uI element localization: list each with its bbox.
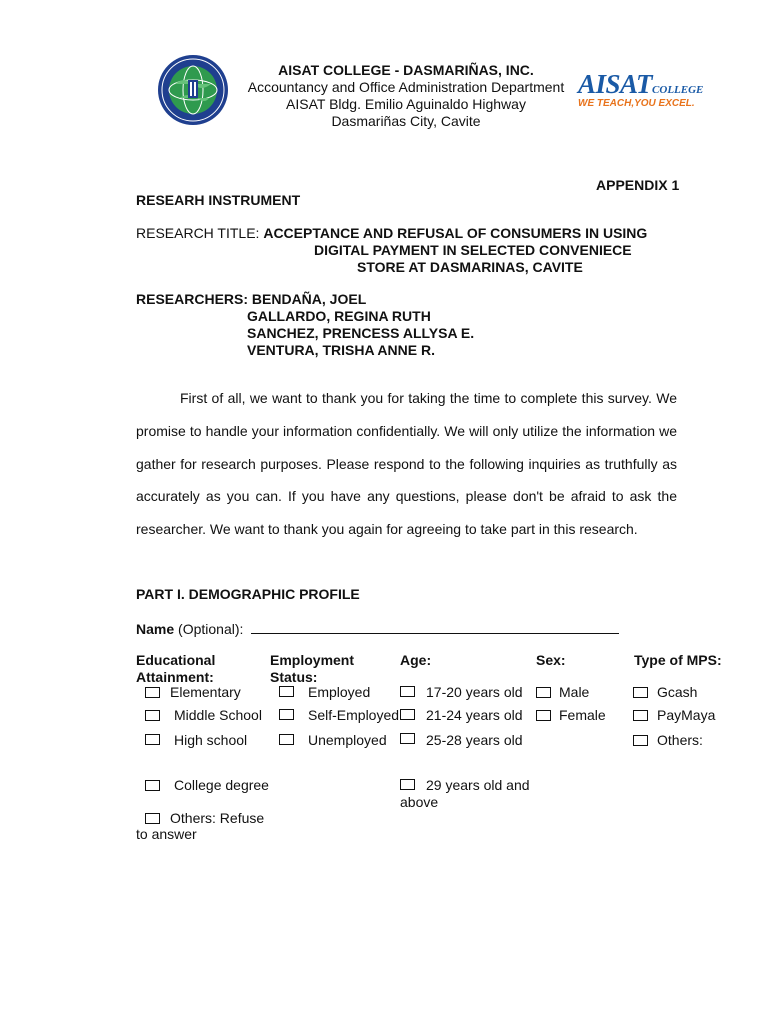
age-option-label: 29 years old and: [426, 777, 530, 793]
education-heading-line-2: Attainment:: [136, 669, 214, 685]
age-heading: Age:: [400, 652, 432, 668]
mps-option-label: Others:: [657, 732, 703, 748]
education-option-label: Others: Refuse: [170, 810, 265, 826]
sex-male-checkbox[interactable]: [536, 687, 551, 698]
age-option-label: 17-20 years old: [426, 684, 523, 700]
department-name: Accountancy and Office Administration Department: [247, 79, 565, 95]
intro-paragraph-text: First of all, we want to thank you for taking the time to complete this survey. We promise to handle your information confidentially. We will only utilize the information we gather for research purposes. Please respond to the following inquiries as truthfully as accurately as you can. If you have any questions, please don't be afraid to ask the researcher. We want to thank you again for agreeing to take part in this research.: [136, 390, 677, 538]
age-25-28-checkbox[interactable]: [400, 733, 415, 744]
research-title-label: RESEARCH TITLE:: [136, 225, 264, 241]
name-optional-hint: (Optional):: [174, 621, 248, 637]
sex-option-label: Male: [559, 684, 590, 700]
education-option-label: High school: [174, 732, 248, 748]
aisat-college-logo: [578, 69, 704, 114]
school-seal-icon: [157, 54, 229, 126]
employment-heading-line-1: Employment: [270, 652, 355, 668]
name-field-row: [136, 619, 619, 638]
sex-heading: Sex:: [536, 652, 566, 668]
employment-heading-line-2: Status:: [270, 669, 318, 685]
researcher-name: GALLARDO, REGINA RUTH: [247, 308, 431, 324]
age-option-label: 25-28 years old: [426, 732, 523, 748]
employment-option-label: Self-Employed: [308, 707, 400, 723]
education-heading: [136, 652, 215, 686]
employment-option-label: Unemployed: [308, 732, 387, 748]
sex-female-checkbox[interactable]: [536, 710, 551, 721]
employment-unemployed-checkbox[interactable]: [279, 734, 294, 745]
mps-gcash-checkbox[interactable]: [633, 687, 648, 698]
mps-paymaya-checkbox[interactable]: [633, 710, 648, 721]
education-option-label: Middle School: [174, 707, 262, 723]
logo-brand-suffix: COLLEGE: [652, 84, 704, 96]
employment-option-label: Employed: [308, 684, 371, 700]
mps-heading: Type of MPS:: [634, 652, 722, 668]
education-college-degree-checkbox[interactable]: [145, 780, 160, 791]
name-label: Name: [136, 621, 175, 637]
name-input-line[interactable]: [251, 619, 619, 634]
part-1-heading: PART I. DEMOGRAPHIC PROFILE: [136, 586, 360, 602]
research-title-line-3: STORE AT DASMARINAS, CAVITE: [357, 259, 583, 275]
education-heading-line-1: Educational: [136, 652, 216, 668]
mps-others-checkbox[interactable]: [633, 735, 648, 746]
college-header: [240, 62, 572, 130]
sex-option-label: Female: [559, 707, 606, 723]
employment-employed-checkbox[interactable]: [279, 686, 294, 697]
age-21-24-checkbox[interactable]: [400, 709, 415, 720]
education-option-label: College degree: [174, 777, 269, 793]
education-high-school-checkbox[interactable]: [145, 734, 160, 745]
age-option-label: above: [400, 794, 439, 810]
college-name: AISAT COLLEGE - DASMARIÑAS, INC.: [278, 62, 534, 78]
research-title-line-1: ACCEPTANCE AND REFUSAL OF CONSUMERS IN USING: [263, 225, 648, 241]
education-middle-school-checkbox[interactable]: [145, 710, 160, 721]
researchers-label-row: [136, 291, 366, 308]
education-elementary-checkbox[interactable]: [145, 687, 160, 698]
age-17-20-checkbox[interactable]: [400, 686, 415, 697]
researchers-label: RESEARCHERS:: [136, 291, 252, 307]
mps-option-label: Gcash: [657, 684, 698, 700]
logo-tagline: WE TEACH,YOU EXCEL.: [578, 98, 695, 109]
mps-option-label: PayMaya: [657, 707, 716, 723]
address-line-1: AISAT Bldg. Emilio Aguinaldo Highway: [286, 96, 526, 112]
researcher-name: BENDAÑA, JOEL: [251, 291, 367, 307]
education-option-label: Elementary: [170, 684, 241, 700]
intro-paragraph: [136, 382, 677, 546]
employment-self-employed-checkbox[interactable]: [279, 709, 294, 720]
address-line-2: Dasmariñas City, Cavite: [331, 113, 481, 129]
education-option-label: to answer: [136, 826, 197, 842]
age-29-above-checkbox[interactable]: [400, 779, 415, 790]
instrument-heading: RESEARH INSTRUMENT: [136, 192, 301, 208]
logo-brand-word: AISAT: [578, 69, 653, 99]
research-title: [136, 225, 647, 242]
age-option-label: 21-24 years old: [426, 707, 523, 723]
appendix-label: APPENDIX 1: [596, 177, 680, 193]
education-others-checkbox[interactable]: [145, 813, 160, 824]
research-title-line-2: DIGITAL PAYMENT IN SELECTED CONVENIECE: [314, 242, 632, 258]
researcher-name: VENTURA, TRISHA ANNE R.: [247, 342, 435, 358]
employment-heading: [270, 652, 354, 686]
researcher-name: SANCHEZ, PRENCESS ALLYSA E.: [247, 325, 475, 341]
